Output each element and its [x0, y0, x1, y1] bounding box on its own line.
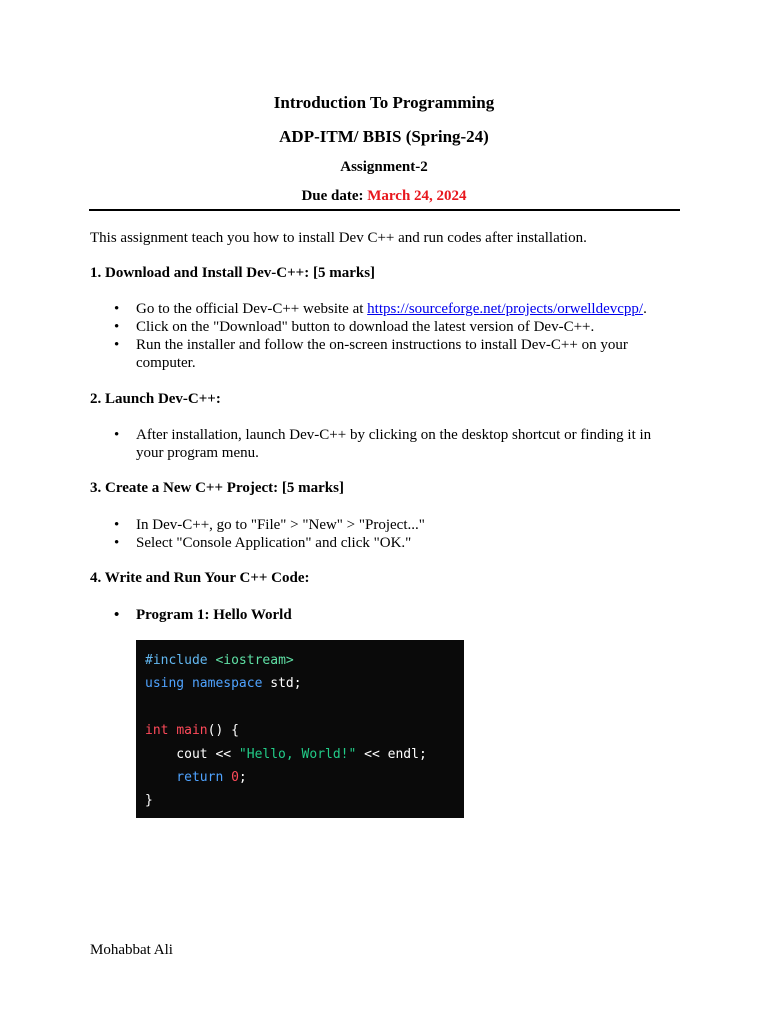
code-token: #include [145, 653, 216, 668]
code-token: int [145, 723, 177, 739]
due-date-label: Due date: [301, 188, 368, 204]
code-token: <iostream> [215, 653, 294, 668]
list-item [0, 300, 656, 318]
code-line [145, 672, 464, 695]
program-title: ADP-ITM/ BBIS (Spring-24) [279, 127, 489, 146]
list-item: • Run the installer and follow the on-screen instructions to install Dev-C++ on your computer. [0, 336, 656, 372]
section-3-list [0, 516, 768, 552]
code-token: 0 [231, 769, 239, 785]
intro-text: This assignment teach you how to install Dev C++ and run codes after installation. [90, 230, 587, 246]
due-date-line [0, 188, 768, 205]
section-3-title: 3. Create a New C++ Project: [5 marks] [90, 480, 344, 496]
section-4-title: 4. Write and Run Your C++ Code: [90, 570, 310, 586]
list-item: • In Dev-C++, go to "File" > "New" > "Project..." [0, 516, 656, 534]
code-snippet [136, 640, 464, 818]
due-date-value: March 24, 2024 [367, 188, 467, 204]
code-line [145, 743, 464, 766]
list-item-text: . [643, 301, 647, 317]
section-1-list [0, 300, 768, 372]
list-item: • Click on the "Download" button to download the latest version of Dev-C++. [0, 318, 656, 336]
code-token: namespace [191, 676, 271, 692]
code-line [145, 766, 464, 789]
section-1-title: 1. Download and Install Dev-C++: [5 marks] [90, 265, 376, 281]
section-2-list [0, 426, 768, 462]
code-token: using [145, 676, 192, 692]
code-token: cout << [145, 746, 239, 762]
code-line [145, 696, 464, 719]
code-token: std; [270, 676, 302, 692]
course-title: Introduction To Programming [273, 93, 495, 112]
program-1-heading: • Program 1: Hello World [0, 606, 656, 624]
code-token: } [145, 793, 153, 809]
code-line [145, 719, 464, 742]
list-item: • Select "Console Application" and click "OK." [0, 534, 656, 552]
code-token: main [176, 723, 208, 739]
section-4-list [0, 606, 768, 624]
list-item-text: Go to the official Dev-C++ website at [136, 301, 368, 317]
code-token: ; [238, 769, 247, 785]
author-name: Mohabbat Ali [90, 942, 173, 958]
code-token: return [145, 769, 232, 785]
section-2-title: 2. Launch Dev-C++: [90, 391, 221, 407]
code-token: () { [207, 723, 239, 739]
list-item: • After installation, launch Dev-C++ by clicking on the desktop shortcut or finding it in your program menu. [0, 426, 656, 462]
devcpp-download-link[interactable]: https://sourceforge.net/projects/orwelldevcpp/ [367, 301, 644, 317]
assignment-title: Assignment-2 [340, 159, 428, 175]
code-token: << endl; [356, 746, 427, 762]
code-line [145, 789, 464, 812]
code-token: "Hello, World!" [238, 746, 357, 762]
code-line [145, 649, 464, 672]
header-divider [89, 209, 680, 211]
